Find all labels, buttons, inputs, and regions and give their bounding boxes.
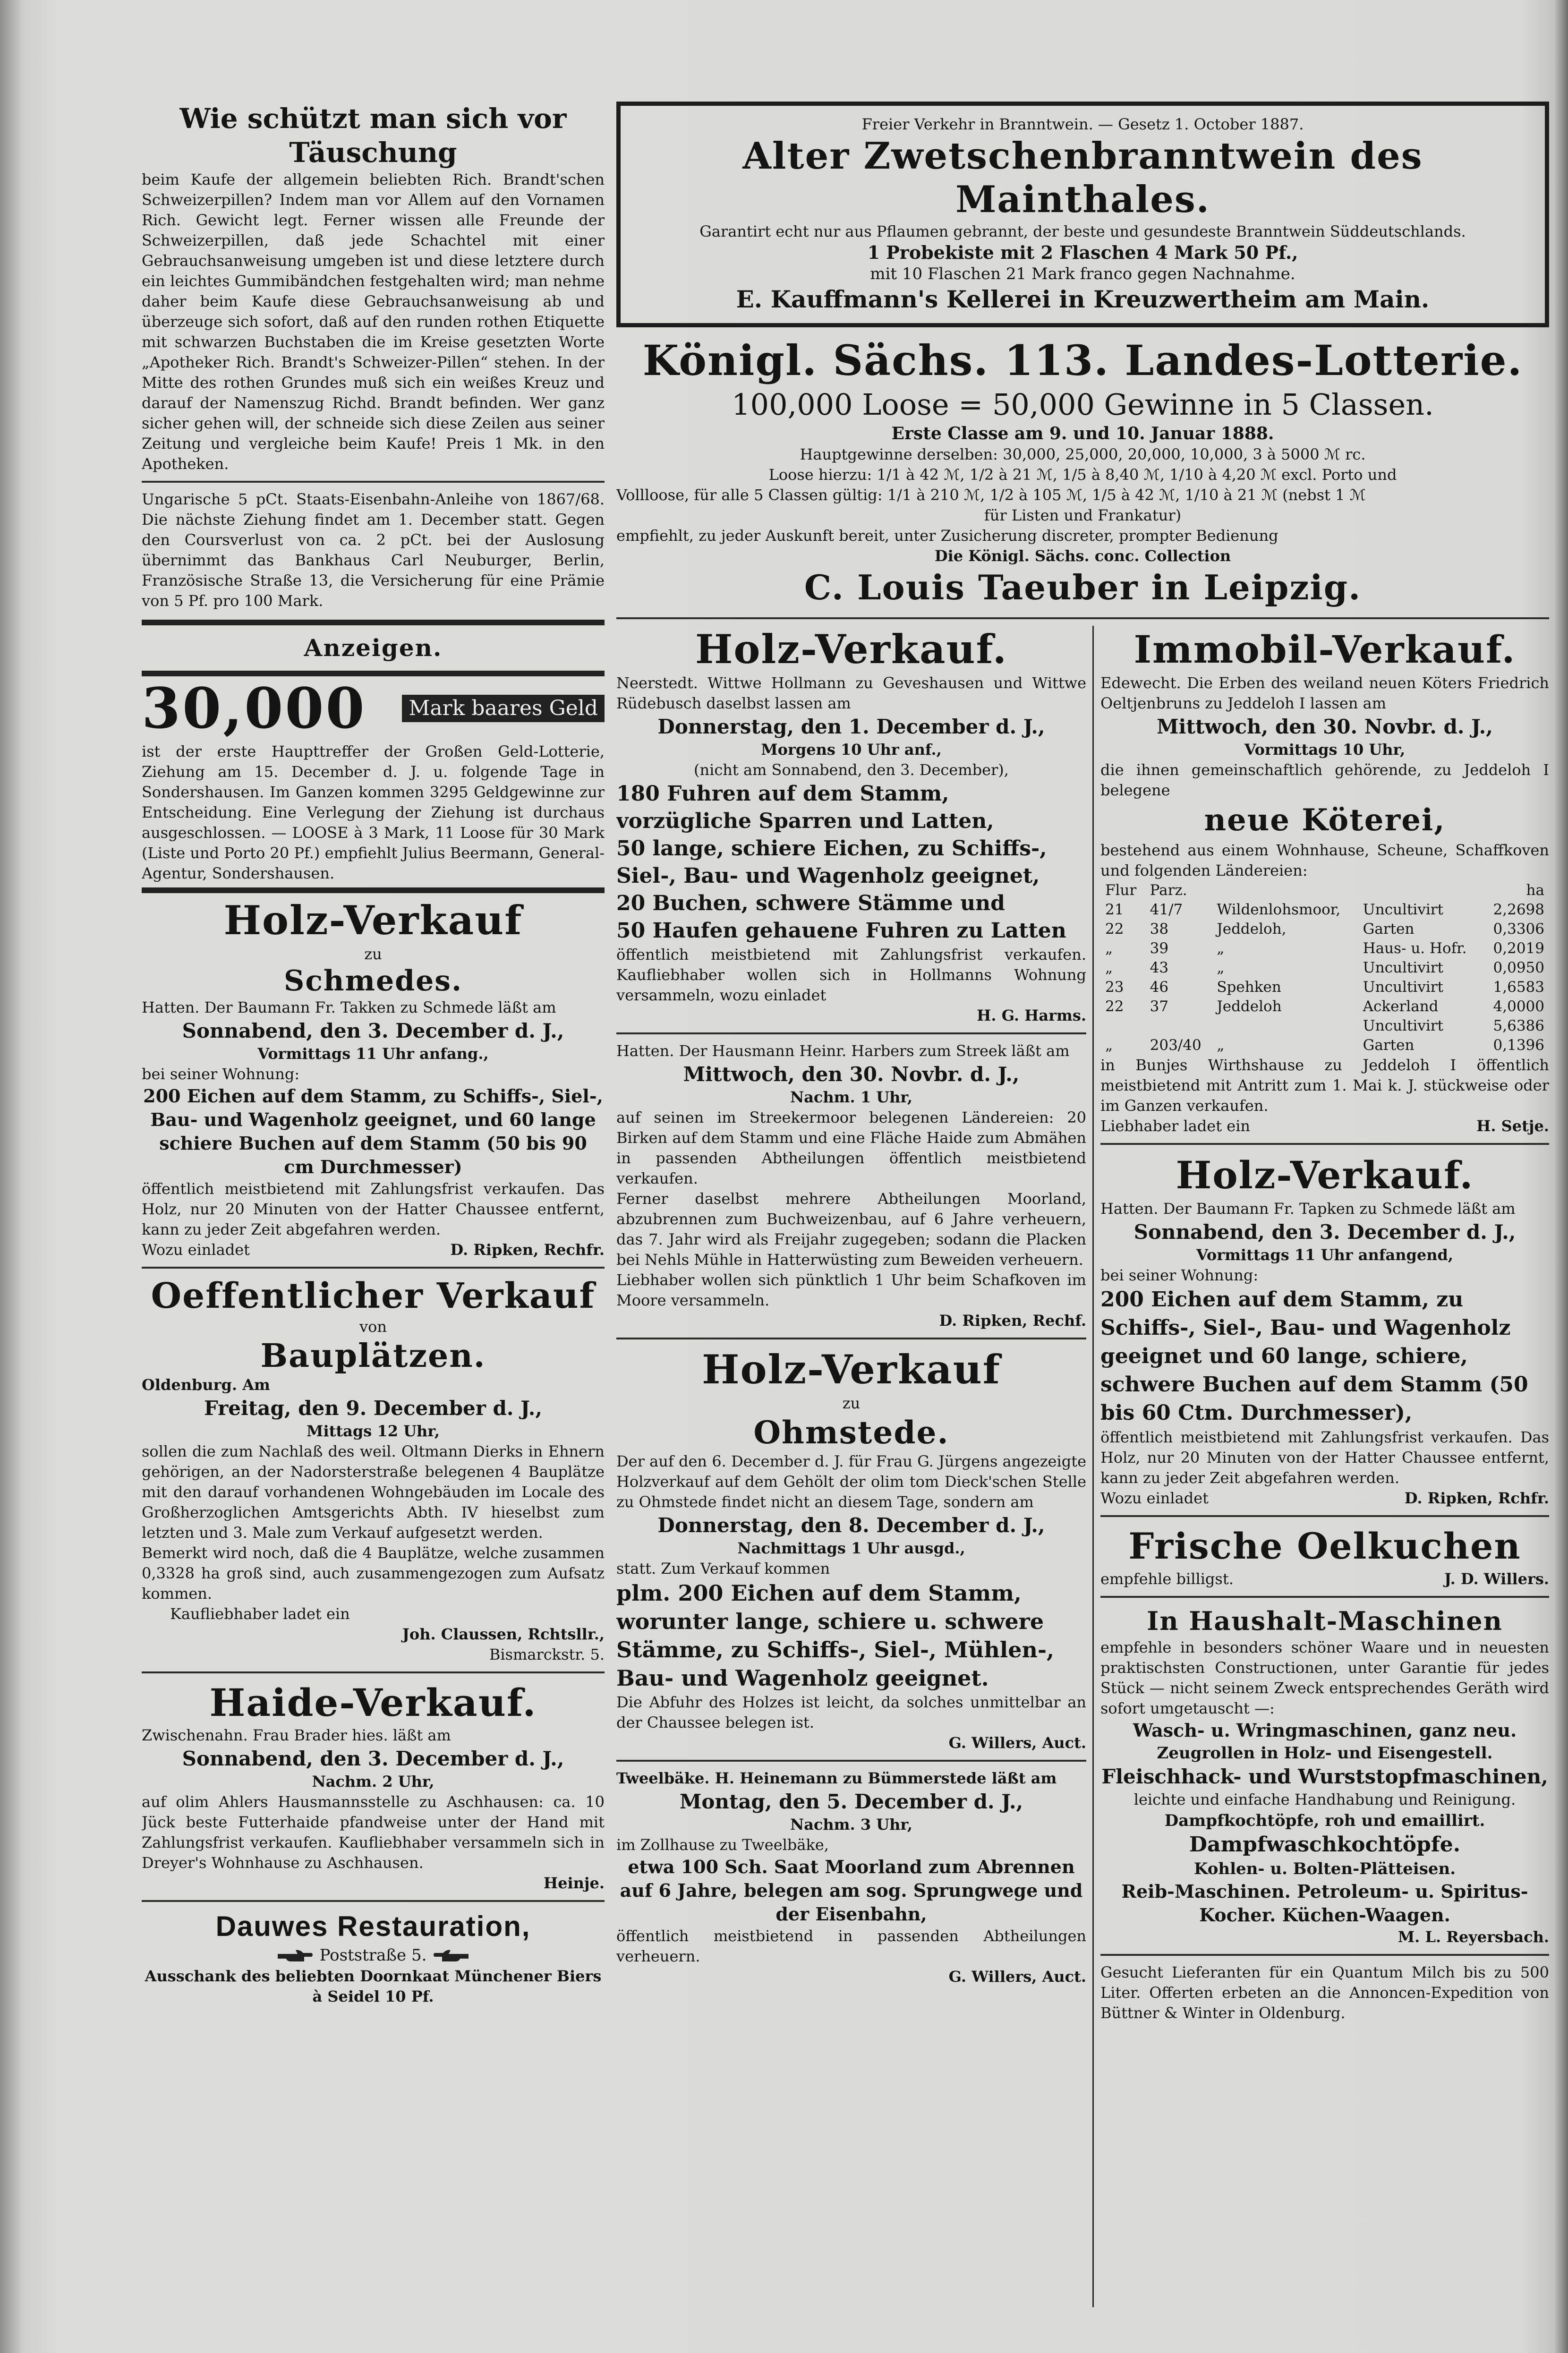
table-header — [1358, 881, 1483, 900]
ad-signature-row — [1100, 1569, 1549, 1589]
ad-bold-text: 50 Haufen gehauene Fuhren zu Latten — [616, 919, 1066, 943]
divider — [142, 1267, 605, 1269]
table-cell: „ — [1217, 1037, 1225, 1054]
table-cell: Garten — [1363, 1037, 1415, 1054]
ad-signature-address: Bismarckstr. 5. — [489, 1645, 605, 1663]
divider — [616, 1760, 1086, 1762]
table-cell: Garten — [1363, 921, 1415, 938]
ad-sign-left: empfehle billigst. — [1100, 1570, 1234, 1588]
ad-date: Montag, den 5. December d. J., — [679, 1790, 1023, 1813]
ad-text: öffentlich meistbietend in passenden Abtheilungen verheuern. — [616, 1927, 1086, 1965]
ad-sign-left: Wozu einladet — [1100, 1489, 1209, 1507]
ad-signature-row — [142, 1240, 605, 1260]
ad-line: 1 Probekiste mit 2 Flaschen 4 Mark 50 Pf., — [867, 242, 1298, 263]
table-row — [1100, 1036, 1549, 1055]
ad-line: statt. Zum Verkauf kommen — [616, 1560, 830, 1577]
table-row — [1100, 978, 1549, 997]
divider — [616, 1032, 1086, 1034]
table-cell: Uncultivirt — [1363, 959, 1444, 976]
ad-bold-text: 200 Eichen auf dem Stamm, zu Schiffs-, Siel-, Bau- und Wagenholz geeignet und 60 lange, schiere, schwere Buchen auf dem Stamm (50 bis 60 Ctm. Durchmesser), — [1100, 1287, 1528, 1425]
lottery-subtitle: 100,000 Loose = 50,000 Gewinne in 5 Classen. — [732, 387, 1434, 422]
divider — [142, 887, 605, 893]
ad-bold-text: 180 Fuhren auf dem Stamm, vorzügliche Sparren und Latten, — [616, 782, 994, 833]
ad-title-holz-verkauf: Holz-Verkauf — [223, 897, 523, 944]
ad-intro: Neerstedt. Wittwe Hollmann zu Geveshausen und Wittwe Rüdebusch daselbst lassen am — [616, 674, 1086, 712]
ad-text-eisenbahn-anleihe: Ungarische 5 pCt. Staats-Eisenbahn-Anleihe von 1867/68. Die nächste Ziehung findet am 1. December statt. Gegen den Coursverlust von ca. 2 pCt. bei der Auslosung übernimmt das Bankhaus Carl Neuburger, Berlin, Französische Straße 13, die Versicherung für eine Prämie von 5 Pf. pro 100 Mark. — [142, 490, 605, 610]
ad-signature: E. Kauffmann's Kellerei in Kreuzwertheim am Main. — [736, 285, 1430, 313]
ad-text: im Zollhause zu Tweelbäke, — [616, 1836, 829, 1854]
table-cell: Ackerland — [1363, 998, 1439, 1015]
table-cell: 38 — [1150, 921, 1169, 938]
ad-time: Nachm. 2 Uhr, — [312, 1773, 435, 1790]
ad-time: Morgens 10 Uhr anf., — [761, 741, 942, 759]
table-cell: 46 — [1150, 979, 1169, 996]
ad-line: bei seiner Wohnung: — [1100, 1266, 1259, 1284]
ad-title-bauplaetze: Bauplätzen. — [260, 1337, 486, 1375]
ad-text: bestehend aus einem Wohnhause, Scheune, Schaffkoven und folgenden Ländereien: — [1100, 841, 1549, 879]
ad-time: Mittags 12 Uhr, — [307, 1422, 440, 1440]
ad-line: Garantirt echt nur aus Pflaumen gebrannt, der beste und gesundeste Branntwein Süddeutschlands. — [699, 222, 1466, 240]
ad-signature: Heinje. — [543, 1874, 605, 1892]
ad-bold-text: 200 Eichen auf dem Stamm, zu Schiffs-, Siel-, Bau- und Wagenholz geeignet, und 60 lange schiere Buchen auf dem Stamm (50 bis 90 cm Durchmesser) — [143, 1085, 603, 1177]
table-cell: Uncultivirt — [1363, 979, 1444, 996]
ad-note: (nicht am Sonnabend, den 3. December), — [694, 761, 1009, 779]
divider — [1100, 1143, 1549, 1145]
table-cell: 0,3306 — [1493, 921, 1544, 938]
divider — [142, 1900, 605, 1902]
table-cell: 1,6583 — [1493, 979, 1544, 996]
ad-time: Vormittags 11 Uhr anfang., — [257, 1045, 489, 1063]
product-line: leichte und einfache Handhabung und Reinigung. — [1133, 1790, 1516, 1808]
lottery-line: für Listen und Frankatur) — [984, 506, 1182, 524]
ad-signature: Joh. Claussen, Rchtsllr., — [402, 1625, 605, 1643]
ad-text: öffentlich meistbietend mit Zahlungsfrist verkaufen. Kaufliebhaber wollen sich in Hollmanns Wohnung versammeln, wozu einladet — [616, 946, 1086, 1004]
ad-headline-koeterei: neue Köterei, — [1204, 802, 1446, 838]
ad-intro: Tweelbäke. H. Heinemann zu Bümmerstede läßt am — [616, 1769, 1057, 1787]
ad-signature: H. G. Harms. — [977, 1006, 1086, 1024]
table-cell — [1212, 1016, 1358, 1036]
lottery-line: Vollloose, für alle 5 Classen gültig: 1/1 à 210 ℳ, 1/2 à 105 ℳ, 1/5 à 42 ℳ, 1/10 à 21 ℳ (nebst 1 ℳ — [616, 486, 1366, 504]
ad-date: Sonnabend, den 3. December d. J., — [1133, 1220, 1516, 1244]
product-line: Zeugrollen in Holz- und Eisengestell. — [1157, 1744, 1493, 1763]
ad-text-milch: Gesucht Lieferanten für ein Quantum Milch bis zu 500 Liter. Offerten erbeten an die Annoncen-Expedition von Büttner & Winter in Oldenburg. — [1100, 1963, 1549, 2022]
table-row — [1100, 920, 1549, 939]
table-cell: 37 — [1150, 998, 1169, 1015]
product-line: Reib-Maschinen. Petroleum- u. Spiritus-Kocher. Küchen-Waagen. — [1121, 1881, 1528, 1926]
ad-intro: Zwischenahn. Frau Brader hies. läßt am — [142, 1726, 451, 1744]
ad-sign-right: D. Ripken, Rchfr. — [1404, 1489, 1549, 1507]
branntwein-ad-box — [616, 102, 1549, 327]
product-line: Wasch- u. Wringmaschinen, ganz neu. — [1133, 1720, 1517, 1741]
ad-text: öffentlich meistbietend mit Zahlungsfrist verkaufen. Das Holz, nur 20 Minuten von der Hatter Chaussee entfernt, kann zu jeder Zeit abgefahren werden. — [1100, 1428, 1549, 1487]
ad-date: Mittwoch, den 30. Novbr. d. J., — [683, 1063, 1020, 1086]
ad-place: Ohmstede. — [753, 1414, 949, 1451]
ad-time: Vormittags 10 Uhr, — [1244, 741, 1406, 759]
ad-date: Freitag, den 9. December d. J., — [204, 1397, 542, 1420]
ad-text: empfehle in besonders schöner Waare und in neuesten praktischsten Constructionen, unter Garantie für jedes Stück — nicht seinem Zweck entsprechendes Geräth wird sofort umgetauscht —: — [1100, 1638, 1549, 1717]
ad-signature: G. Willers, Auct. — [948, 1734, 1086, 1752]
ad-intro: Oldenburg. Am — [142, 1376, 270, 1394]
ad-sign-left: Liebhaber ladet ein — [1100, 1117, 1251, 1135]
table-cell: 2,2698 — [1493, 901, 1544, 918]
land-parcel-table — [1100, 881, 1549, 1055]
table-row — [1100, 1016, 1549, 1036]
ad-text: öffentlich meistbietend mit Zahlungsfrist verkaufen. Das Holz, nur 20 Minuten von der Hatter Chaussee entfernt, kann zu jeder Zeit abgefahren werden. — [142, 1180, 605, 1238]
table-cell: 23 — [1105, 979, 1124, 996]
ad-sign-right: H. Setje. — [1476, 1117, 1549, 1135]
table-cell: „ — [1217, 959, 1225, 976]
ad-text: Bemerkt wird noch, daß die 4 Bauplätze, welche zusammen 0,3328 ha groß sind, auch zusammengezogen zum Aufsatz kommen. — [142, 1544, 605, 1603]
restaurant-address: Poststraße 5. — [319, 1946, 427, 1965]
ad-time: Vormittags 11 Uhr anfangend, — [1196, 1246, 1454, 1264]
table-cell: 0,0950 — [1493, 959, 1544, 976]
ad-text: Kaufliebhaber ladet ein — [170, 1605, 350, 1623]
ad-intro: Hatten. Der Baumann Fr. Tapken zu Schmede läßt am — [1100, 1200, 1516, 1218]
ad-bold-text: etwa 100 Sch. Saat Moorland zum Abrennen auf 6 Jahre, belegen am sog. Sprungwege und der Eisenbahn, — [620, 1856, 1083, 1925]
table-header — [1212, 881, 1358, 900]
ad-text: sollen die zum Nachlaß des weil. Oltmann Dierks in Ehnern gehörigen, an der Nadorsterstraße belegenen 4 Bauplätze mit den darauf vorhandenen Wohngebäuden im Locale des Großherzoglichen Amtsgerichts Abth. IV hieselbst zum letzten und 3. Male zum Verkauf aufgesetzt werden. — [142, 1442, 605, 1542]
table-cell — [1100, 1016, 1145, 1036]
table-cell: „ — [1105, 959, 1113, 976]
section-title-anzeigen: Anzeigen. — [304, 634, 443, 662]
divider — [616, 617, 1549, 619]
ad-text: die ihnen gemeinschaftlich gehörende, zu Jeddeloh I belegene — [1100, 761, 1549, 799]
table-cell: 21 — [1105, 901, 1124, 918]
table-cell: „ — [1105, 940, 1113, 957]
ad-sub: zu — [364, 945, 382, 963]
ad-title-dauwes-restauration: Dauwes Restauration, — [215, 1910, 531, 1942]
ad-title-landes-lotterie: Königl. Sächs. 113. Landes-Lotterie. — [642, 336, 1523, 385]
ad-signature-row — [1100, 1488, 1549, 1509]
table-cell — [1145, 1016, 1212, 1036]
table-row — [1100, 958, 1549, 978]
ad-sub: zu — [842, 1394, 861, 1412]
lottery-signature: C. Louis Taeuber in Leipzig. — [804, 567, 1362, 607]
ad-line: mit 10 Flaschen 21 Mark franco gegen Nachnahme. — [870, 264, 1295, 283]
ad-text: auf olim Ahlers Hausmannsstelle zu Aschhausen: ca. 10 Jück beste Futterhaide pfandweise unter der Hand mit Zahlungsfrist verkaufen. Kaufliebhaber versammeln sich in Dreyer's Wohnhause zu Aschhausen. — [142, 1793, 605, 1872]
left-column — [142, 102, 605, 2213]
ad-signature: D. Ripken, Rechf. — [939, 1312, 1086, 1330]
table-cell: „ — [1217, 940, 1225, 957]
ad-title-oelkuchen: Frische Oelkuchen — [1128, 1525, 1521, 1567]
ad-intro: Edewecht. Die Erben des weiland neuen Köters Friedrich Oeltjenbruns zu Jeddeloh I lassen am — [1100, 674, 1549, 712]
right-columns — [616, 102, 1549, 2338]
column-rule — [1092, 626, 1094, 2307]
ad-date: Donnerstag, den 8. December d. J., — [657, 1514, 1045, 1537]
ad-sign-left: Wozu einladet — [142, 1241, 250, 1259]
table-cell: 0,2019 — [1493, 940, 1544, 957]
ad-signature: M. L. Reyersbach. — [1398, 1928, 1549, 1946]
table-cell: 22 — [1105, 921, 1124, 938]
ad-title-holz-verkauf: Holz-Verkauf — [702, 1346, 1001, 1393]
ad-text: auf seinen im Streekermoor belegenen Ländereien: 20 Birken auf dem Stamm und eine Fläche Haide zum Abmähen in passenden Abtheilungen öffentlich meistbietend verkaufen. — [616, 1108, 1086, 1187]
table-cell: 203/40 — [1150, 1037, 1202, 1054]
ad-sign-right: J. D. Willers. — [1444, 1570, 1549, 1588]
ad-title-taeuschung: Wie schützt man sich vor Täuschung — [179, 102, 567, 169]
lottery-amount-suffix: Mark baares Geld — [402, 695, 605, 722]
product-line: Fleischhack- und Wurststopfmaschinen, — [1101, 1765, 1548, 1788]
table-cell: 22 — [1105, 998, 1124, 1015]
ad-signature-row — [1100, 1116, 1549, 1136]
lottery-line: Loose hierzu: 1/1 à 42 ℳ, 1/2 à 21 ℳ, 1/5 à 8,40 ℳ, 1/10 à 4,20 ℳ excl. Porto und — [768, 466, 1397, 484]
ad-text: Ferner daselbst mehrere Abtheilungen Moorland, abzubrennen zum Buchweizenbau, auf 6 Jahre verheuern, das 7. Jahr wird als Freijahr zugegeben; sodann die Placken bei Nehls Mühle in Hatterwüsting zum Beweiden verheuern. — [616, 1190, 1086, 1269]
ad-title-immobil-verkauf: Immobil-Verkauf. — [1133, 627, 1516, 672]
ad-title-holz-verkauf: Holz-Verkauf. — [1176, 1153, 1474, 1197]
divider — [1100, 1954, 1549, 1956]
table-cell: 5,6386 — [1493, 1017, 1544, 1034]
table-cell: Spehken — [1217, 979, 1281, 996]
table-header: Flur — [1105, 882, 1137, 899]
table-cell: 43 — [1150, 959, 1169, 976]
table-cell: Jeddeloh — [1217, 998, 1282, 1015]
ad-line: Freier Verkehr in Branntwein. — Gesetz 1. October 1887. — [861, 115, 1304, 133]
ad-intro: Hatten. Der Baumann Fr. Takken zu Schmede läßt am — [142, 998, 556, 1016]
table-cell: Uncultivirt — [1363, 901, 1444, 918]
ad-intro: Hatten. Der Hausmann Heinr. Harbers zum Streek läßt am — [616, 1042, 1070, 1060]
table-cell: 41/7 — [1150, 901, 1183, 918]
ad-date: Mittwoch, den 30. Novbr. d. J., — [1157, 715, 1493, 738]
restaurant-address-line — [142, 1944, 605, 1966]
ad-line: bei seiner Wohnung: — [142, 1065, 300, 1083]
divider — [142, 1671, 605, 1673]
ad-text-geld-lotterie: ist der erste Haupttreffer der Großen Geld-Lotterie, Ziehung am 15. December d. J. u. folgende Tage in Sondershausen. Im Ganzen kommen 3295 Geldgewinne zur Entscheidung. Eine Verlegung der Ziehung ist durchaus ausgeschlossen. — LOOSE à 3 Mark, 11 Loose für 30 Mark (Liste und Porto 20 Pf.) empfiehlt Julius Beermann, General-Agentur, Sondershausen. — [142, 742, 605, 882]
ad-text: in Bunjes Wirthshause zu Jeddeloh I öffentlich meistbietend mit Antritt zum 1. Mai k. J. stückweise oder im Ganzen verkaufen. — [1100, 1056, 1549, 1115]
ad-date: Sonnabend, den 3. December d. J., — [182, 1019, 564, 1042]
ad-time: Nachmittags 1 Uhr ausgd., — [737, 1539, 965, 1557]
table-row — [1100, 997, 1549, 1016]
ad-time: Nachm. 3 Uhr, — [790, 1816, 913, 1833]
table-cell: Uncultivirt — [1363, 1017, 1444, 1034]
ad-sign-right: D. Ripken, Rechfr. — [450, 1241, 605, 1259]
lottery-line: Hauptgewinne derselben: 30,000, 25,000, 20,000, 10,000, 3 à 5000 ℳ rc. — [800, 445, 1366, 463]
ad-text: Liebhaber wollen sich pünktlich 1 Uhr beim Schafkoven im Moore versammeln. — [616, 1271, 1086, 1309]
ad-text-schweizerpillen: beim Kaufe der allgemein beliebten Rich. Brandt'schen Schweizerpillen? Indem man vor Allem auf den Vornamen Rich. Gewicht legt. Ferner wissen alle Freunde der Schweizerpillen, daß jede Schachtel mit einer Gebrauchsanweisung umgeben ist und diese letztere durch ein leichtes Gummibändchen festgehalten wird; man nehme daher beim Kaufe diese Gebrauchsanweisung ab und überzeuge sich sofort, daß auf den runden rothen Etiquette mit schwarzen Buchstaben die im Kreise gesetzten Worte „Apotheker Rich. Brandt's Schweizer-Pillen“ stehen. In der Mitte des rothen Grundes muß sich ein weißes Kreuz und darauf der Namenszug Richd. Brandt befinden. Wer ganz sicher gehen will, der schneide sich diese Zeilen aus seiner Zeitung und vergleiche beim Kaufe! Preis 1 Mk. in den Apotheken. — [142, 171, 605, 473]
ad-text: Die Abfuhr des Holzes ist leicht, da solches unmittelbar an der Chaussee belegen ist. — [616, 1693, 1086, 1731]
table-header-row — [1100, 881, 1549, 900]
right-column — [1100, 626, 1549, 2338]
lottery-line: Die Königl. Sächs. conc. Collection — [934, 547, 1231, 565]
product-line: Dampfkochtöpfe, roh und emaillirt. — [1164, 1811, 1485, 1830]
lottery-amount: 30,000 — [142, 675, 366, 741]
pointing-hand-icon — [277, 1948, 315, 1964]
ad-place: Schmedes. — [284, 964, 462, 997]
ad-signature: G. Willers, Auct. — [948, 1968, 1086, 1986]
table-cell: 0,1396 — [1493, 1037, 1544, 1054]
ad-time: Nachm. 1 Uhr, — [790, 1088, 913, 1106]
ad-title-zwetschenbranntwein: Alter Zwetschenbranntwein des Mainthales. — [742, 135, 1423, 221]
product-line: Dampfwaschkochtöpfe. — [1189, 1833, 1461, 1857]
ad-title-oeffentlicher-verkauf: Oeffentlicher Verkauf — [151, 1276, 596, 1316]
ad-title-haide-verkauf: Haide-Verkauf. — [209, 1680, 537, 1725]
table-cell: Haus- u. Hofr. — [1363, 940, 1467, 957]
table-cell: Wildenlohsmoor, — [1217, 901, 1341, 918]
table-cell: „ — [1105, 1037, 1113, 1054]
divider — [1100, 1596, 1549, 1598]
divider — [1100, 1515, 1549, 1517]
table-cell: 4,0000 — [1493, 998, 1544, 1015]
pointing-hand-icon — [432, 1948, 469, 1964]
ad-text: Der auf den 6. December d. J. für Frau G. Jürgens angezeigte Holzverkauf auf dem Gehölt der olim tom Dieck'schen Stelle zu Ohmstede findet nicht an diesem Tage, sondern am — [616, 1452, 1086, 1511]
ad-text: Ausschank des beliebten Doornkaat Münchener Biers à Seidel 10 Pf. — [145, 1967, 602, 2005]
ad-sub: von — [359, 1318, 387, 1336]
ad-date: Sonnabend, den 3. December d. J., — [182, 1747, 564, 1770]
lottery-headline — [142, 675, 605, 741]
product-line: Kohlen- u. Bolten-Plätteisen. — [1193, 1859, 1456, 1878]
ad-bold-text: 20 Buchen, schwere Stämme und — [616, 891, 1005, 915]
ad-title-haushalt-maschinen: In Haushalt-Maschinen — [1147, 1606, 1503, 1636]
table-row — [1100, 939, 1549, 958]
divider — [142, 620, 605, 625]
ad-title-holz-verkauf: Holz-Verkauf. — [695, 626, 1007, 673]
middle-column — [616, 626, 1086, 2338]
table-header: Parz. — [1150, 882, 1187, 899]
ad-bold-text: 50 lange, schiere Eichen, zu Schiffs-, Siel-, Bau- und Wagenholz geeignet, — [616, 836, 1047, 888]
ad-date: Donnerstag, den 1. December d. J., — [657, 715, 1045, 738]
table-cell: 39 — [1150, 940, 1169, 957]
table-header: ha — [1526, 882, 1544, 899]
lottery-class: Erste Classe am 9. und 10. Januar 1888. — [891, 424, 1274, 443]
divider — [616, 1338, 1086, 1339]
table-cell: Jeddeloh, — [1217, 921, 1287, 938]
ad-bold-text: plm. 200 Eichen auf dem Stamm, worunter lange, schiere u. schwere Stämme, zu Schiffs-, Siel-, Mühlen-, Bau- und Wagenholz geeignet. — [616, 1580, 1055, 1691]
lottery-line: empfiehlt, zu jeder Auskunft bereit, unter Zusicherung discreter, prompter Bedienung — [616, 527, 1278, 545]
table-row — [1100, 900, 1549, 920]
divider — [142, 481, 605, 483]
